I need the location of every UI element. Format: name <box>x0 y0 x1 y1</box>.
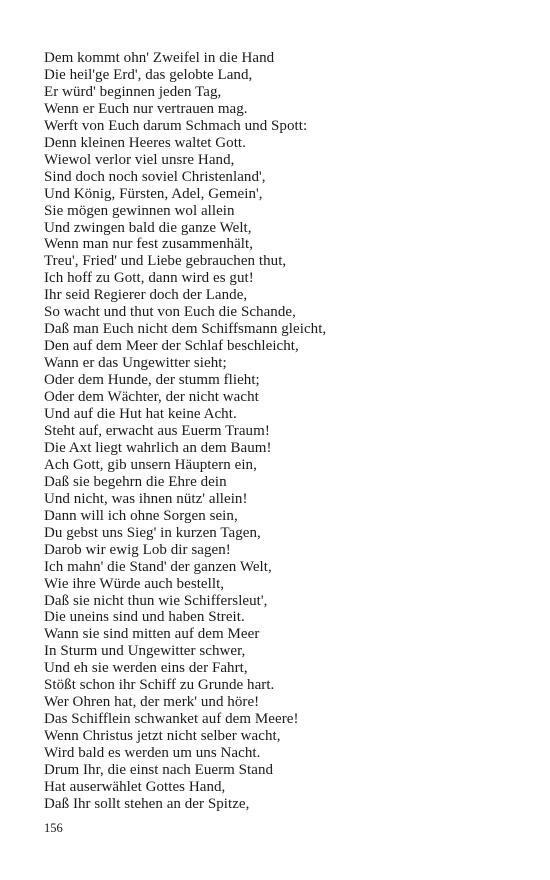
poem-line: Und nicht, was ihnen nütz' allein! <box>44 490 248 507</box>
poem-line: Wie ihre Würde auch bestellt, <box>44 575 225 592</box>
poem-line: Hat auserwählet Gottes Hand, <box>44 778 226 795</box>
poem-line: Daß sie nicht thun wie Schiffersleut', <box>44 592 268 609</box>
poem-line: Die heil'ge Erd', das gelobte Land, <box>44 66 253 83</box>
poem-line: Dem kommt ohn' Zweifel in die Hand <box>44 50 275 66</box>
poem-line: Daß sie begehrn die Ehre dein <box>44 473 227 490</box>
poem-line: Daß man Euch nicht dem Schiffsmann gleicht, <box>44 321 327 338</box>
poem-line: Wann sie sind mitten auf dem Meer <box>44 626 260 643</box>
poem-line: Ach Gott, gib unsern Häuptern ein, <box>44 456 257 473</box>
poem-line: Die Axt liegt wahrlich an dem Baum! <box>44 439 272 456</box>
poem-line: Wiewol verlor viel unsre Hand, <box>44 151 235 168</box>
poem-line: Ich hoff zu Gott, dann wird es gut! <box>44 270 254 287</box>
poem-line: Wird bald es werden um uns Nacht. <box>44 745 261 762</box>
poem-line: Werft von Euch darum Schmach und Spott: <box>44 117 308 134</box>
poem-line: Daß Ihr sollt stehen an der Spitze, <box>44 795 250 812</box>
poem-line: Er würd' beginnen jeden Tag, <box>44 83 222 100</box>
poem-line: Denn kleinen Heeres waltet Gott. <box>44 134 246 151</box>
poem-line: Das Schifflein schwanket auf dem Meere! <box>44 711 299 728</box>
poem-line: Und König, Fürsten, Adel, Gemein', <box>44 185 263 202</box>
poem-line: Wer Ohren hat, der merk' und höre! <box>44 694 260 711</box>
poem-line: Die uneins sind und haben Streit. <box>44 609 245 626</box>
poem-line: Du gebst uns Sieg' in kurzen Tagen, <box>44 524 261 541</box>
poem-line: Wenn Christus jetzt nicht selber wacht, <box>44 728 281 745</box>
poem-line: Und eh sie werden eins der Fahrt, <box>44 660 248 677</box>
poem-line: Ich mahn' die Stand' der ganzen Welt, <box>44 558 272 575</box>
poem-line: Sind doch noch soviel Christenland', <box>44 168 266 185</box>
poem-line: Und auf die Hut hat keine Acht. <box>44 406 237 423</box>
poem-line: Darob wir ewig Lob dir sagen! <box>44 541 231 558</box>
poem-line: Wenn man nur fest zusammenhält, <box>44 236 254 253</box>
poem-line: Ihr seid Regierer doch der Lande, <box>44 287 248 304</box>
poem-line: Drum Ihr, die einst nach Euerm Stand <box>44 762 274 779</box>
poem-line: Stößt schon ihr Schiff zu Grunde hart. <box>44 677 275 694</box>
poem-line: Den auf dem Meer der Schlaf beschleicht, <box>44 338 299 355</box>
poem-line: Sie mögen gewinnen wol allein <box>44 202 235 219</box>
poem-text <box>44 50 326 813</box>
poem-line: Oder dem Wächter, der nicht wacht <box>44 389 259 406</box>
poem-line: So wacht und thut von Euch die Schande, <box>44 304 296 321</box>
page-number: 156 <box>44 821 63 835</box>
poem-line: In Sturm und Ungewitter schwer, <box>44 643 246 660</box>
poem-line: Wenn er Euch nur vertrauen mag. <box>44 100 248 117</box>
poem-line: Dann will ich ohne Sorgen sein, <box>44 507 238 524</box>
poem-line: Wann er das Ungewitter sieht; <box>44 355 227 372</box>
poem-line: Steht auf, erwacht aus Euerm Traum! <box>44 422 270 439</box>
poem-line: Treu', Fried' und Liebe gebrauchen thut, <box>44 253 287 270</box>
poem-line: Und zwingen bald die ganze Welt, <box>44 219 252 236</box>
poem-line: Oder dem Hunde, der stumm flieht; <box>44 372 260 389</box>
